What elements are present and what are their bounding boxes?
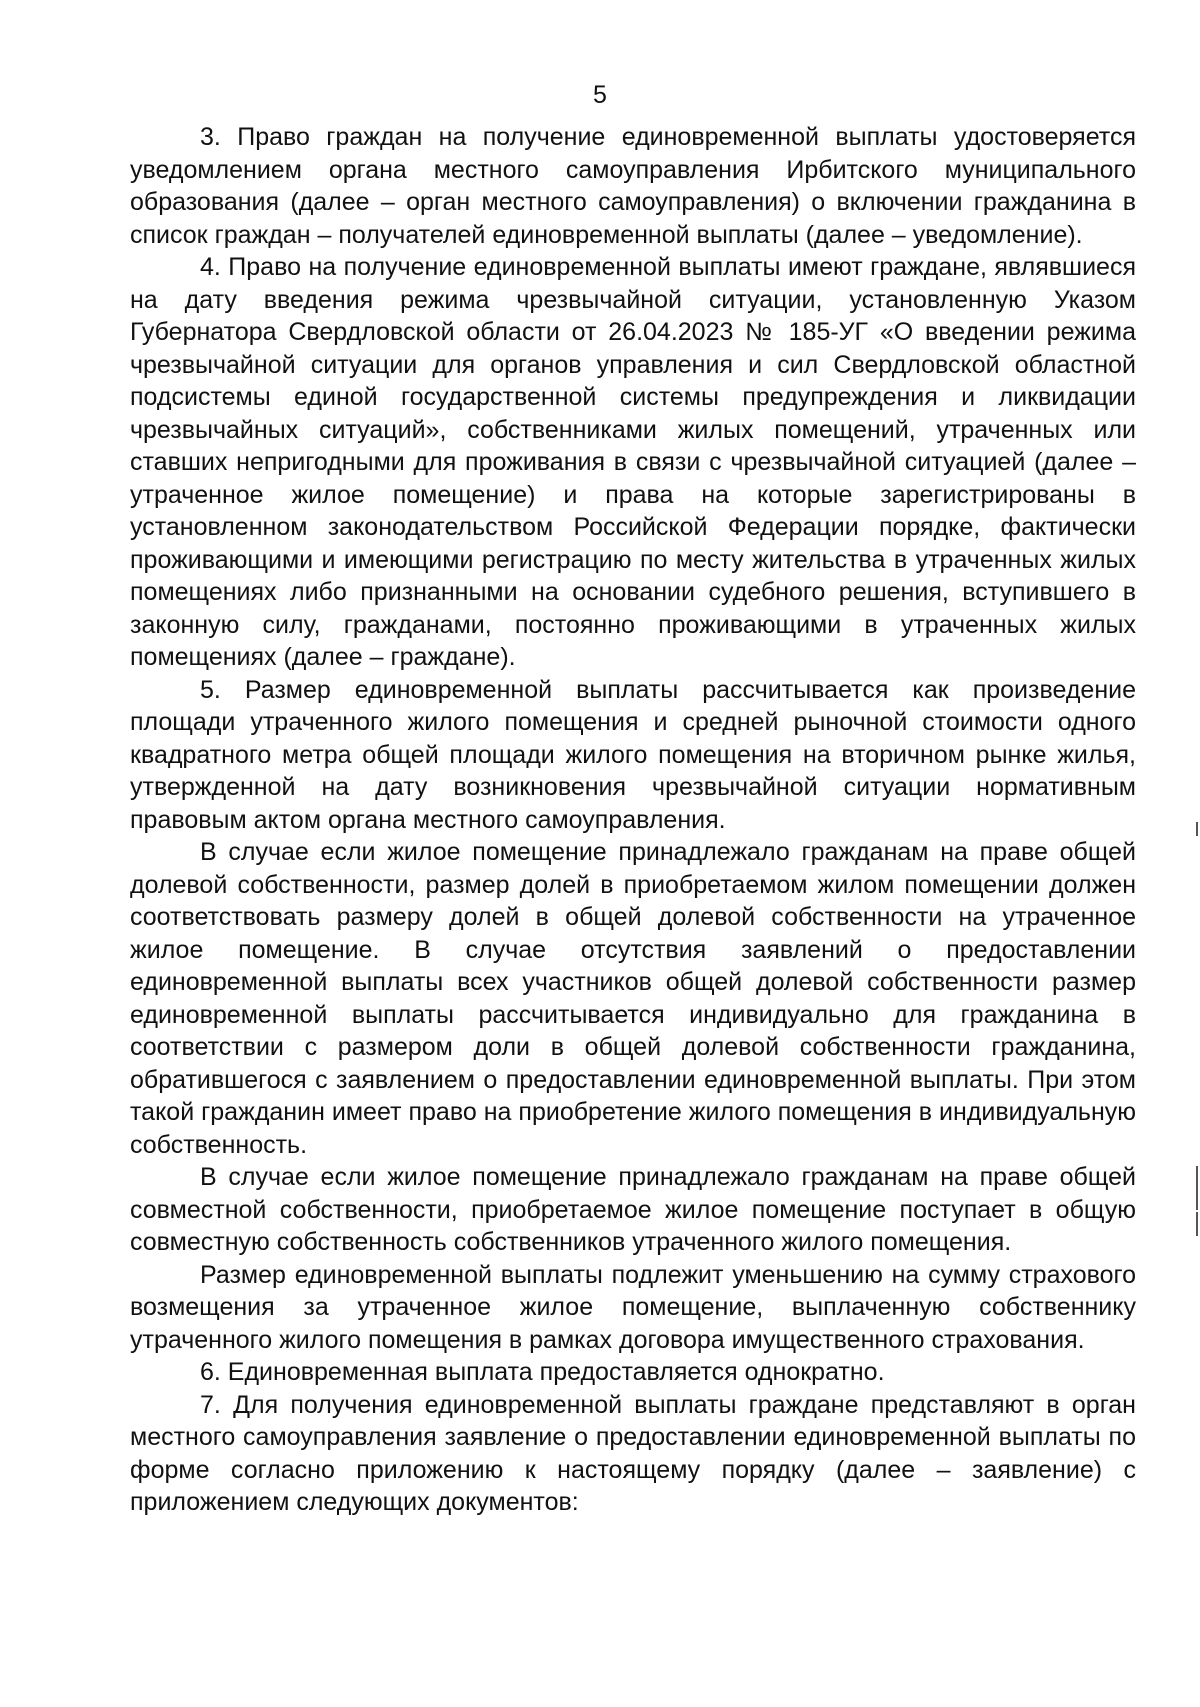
paragraph-4-eligible-citizens: 4. Право на получение единовременной выплаты имеют граждане, являвшиеся на дату введения режима чрезвычайной ситуации, установленную Указом Губернатора Свердловской области от 26.04.2023 № 185-УГ «О введении режима чрезвычайной ситуации для органов управления и сил Свердловской областной подсистемы единой государственной системы предупреждения и ликвидации чрезвычайных ситуаций», собственниками жилых помещений, утраченных или ставших непригодными для проживания в связи с чрезвычайной ситуацией (далее – утраченное жилое помещение) и права на которые зарегистрированы в установленном законодательством Российской Федерации порядке, фактически проживающими и имеющими регистрацию по месту жительства в утраченных жилых помещениях либо признанными на основании судебного решения, вступившего в законную силу, гражданами, постоянно проживающими в утраченных жилых помещениях (далее – граждане). (130, 253, 1136, 671)
scan-edge-mark (1196, 822, 1198, 836)
scan-edge-mark (1196, 1212, 1198, 1236)
paragraph-joint-ownership: В случае если жилое помещение принадлежало гражданам на праве общей совместной собственности, приобретаемое жилое помещение поступает в общую совместную собственность собственников утраченного жилого помещения. (130, 1163, 1136, 1256)
paragraph-shared-ownership: В случае если жилое помещение принадлежало гражданам на праве общей долевой собственности, размер долей в приобретаемом жилом помещении должен соответствовать размеру долей в общей долевой собственности на утраченное жилое помещение. В случае отсутствия заявлений о предоставлении единовременной выплаты всех участников общей долевой собственности размер единовременной выплаты рассчитывается индивидуально для гражданина в соответствии с размером доли в общей долевой собственности гражданина, обратившегося с заявлением о предоставлении единовременной выплаты. При этом такой гражданин имеет право на приобретение жилого помещения в индивидуальную собственность. (130, 838, 1136, 1159)
paragraph-insurance-reduction: Размер единовременной выплаты подлежит уменьшению на сумму страхового возмещения за утраченное жилое помещение, выплаченную собственнику утраченного жилого помещения в рамках договора имущественного страхования. (130, 1260, 1136, 1354)
paragraph-7-application: 7. Для получения единовременной выплаты граждане представляют в орган местного самоуправления заявление о предоставлении единовременной выплаты по форме согласно приложению к настоящему порядку (далее – заявление) с приложением следующих документов: (130, 1390, 1136, 1516)
document-body (130, 121, 1136, 1519)
paragraph-5-payment-amount: 5. Размер единовременной выплаты рассчитывается как произведение площади утраченного жилого помещения и средней рыночной стоимости одного квадратного метра общей площади жилого помещения на вторичном рынке жилья, утвержденной на дату возникновения чрезвычайной ситуации нормативным правовым актом органа местного самоуправления. (130, 675, 1136, 834)
page-number: 5 (593, 81, 607, 109)
scan-edge-mark (1196, 1166, 1198, 1210)
paragraph-6-one-time: 6. Единовременная выплата предоставляется однократно. (200, 1358, 885, 1386)
paragraph-3-right-confirmation: 3. Право граждан на получение единовременной выплаты удостоверяется уведомлением органа местного самоуправления Ирбитского муниципального образования (далее – орган местного самоуправления) о включении гражданина в список граждан – получателей единовременной выплаты (далее – уведомление). (130, 123, 1136, 249)
